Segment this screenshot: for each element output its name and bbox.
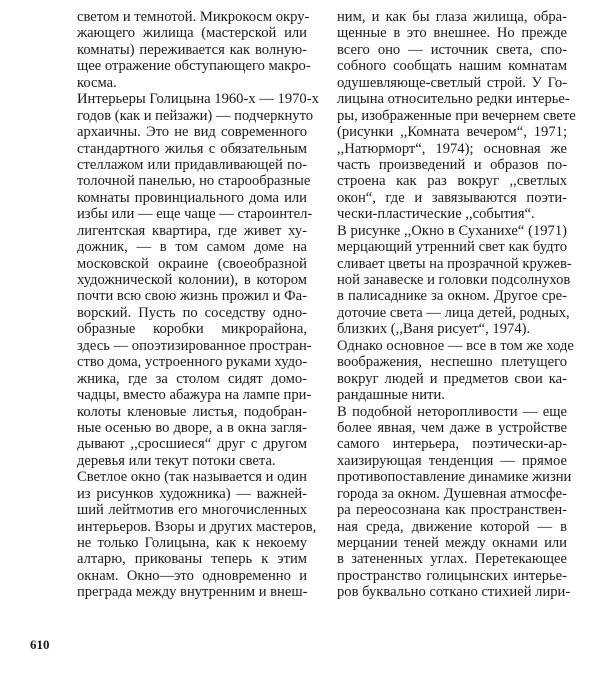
text-line: московской окраине (своеобразной <box>77 255 307 272</box>
text-line: пространство голицынских интерье- <box>337 567 567 584</box>
text-line: окон“, где и завязываются поэти- <box>337 189 567 206</box>
text-line: годов (как и пейзажи) — подчеркнуто <box>77 107 314 124</box>
text-line: В рисунке ,,Окно в Суханихе“ (1971) <box>337 222 567 239</box>
text-line: интерьеров. Взоры и других мастеров, <box>77 518 317 535</box>
text-line: дывают ,,сросшиеся“ друг с другом <box>77 436 307 453</box>
text-line: в затененных углах. Перетекающее <box>337 551 567 568</box>
text-line: В подобной неторопливости — еще <box>337 403 567 420</box>
text-line: ра переосознана как пространствен- <box>337 502 567 519</box>
text-line: хаизирующая тенденция — прямое <box>337 452 567 469</box>
text-line: ные осенью во дворе, а в окна загля- <box>77 419 307 436</box>
text-line: чески-пластические ,,события“. <box>337 206 535 223</box>
text-line: избы или — еще чаще — староинтел- <box>77 206 313 223</box>
text-line: толочной панелью, но старообразные <box>77 173 311 190</box>
text-line: комнаты провинциального дома или <box>77 189 307 206</box>
text-line: доточие света — лица детей, родных, <box>337 304 570 321</box>
text-line: ший лейтмотив его многочисленных <box>77 502 307 519</box>
text-line: Интерьеры Голицына 1960-х — 1970-х <box>77 91 319 108</box>
text-line: светом и темнотой. Микрокосм окру- <box>77 9 310 25</box>
text-line: самого интерьера, поэтически-ар- <box>337 436 567 453</box>
text-line: рандашные нити. <box>337 387 445 404</box>
text-line: (рисунки ,,Комната вечером“, 1971; <box>337 124 567 141</box>
text-line: сливает цветы на прозрачной кружев- <box>337 255 572 272</box>
text-line: щее отражение обступающего макро- <box>77 58 311 75</box>
text-line: близких (,,Ваня рисует“, 1974). <box>337 321 531 338</box>
text-line: преграда между внутренним и внеш- <box>77 584 308 601</box>
text-line: стеллажом или придавливающей по- <box>77 156 307 173</box>
text-line: всего оно — источник света, спо- <box>337 41 567 58</box>
text-line: часть произведений и образов по- <box>337 156 567 173</box>
text-line: не только Голицына, как к некоему <box>77 535 307 551</box>
page-number: 610 <box>30 637 50 652</box>
text-line: жника, где за столом сидят домо- <box>77 370 307 387</box>
text-line: почти всю свою жизнь прожил и Фа- <box>77 288 307 305</box>
text-line: ворский. Пусть по соседству одно- <box>77 304 307 321</box>
text-line: жающего жилища (мастерской или <box>77 25 307 42</box>
text-line: воображения, неспешно плетущего <box>337 354 567 371</box>
text-line: ной занавеске и головки подсолнухов <box>337 272 571 288</box>
text-line: комнаты) переживается как волную- <box>77 41 307 58</box>
text-line: ство дома, устроенного руками худо- <box>77 354 308 371</box>
text-line: алтарю, прикованы теперь к этим <box>77 551 307 568</box>
text-line: Светлое окно (так называется и один <box>77 469 307 486</box>
text-line: города за окном. Душевная атмосфе- <box>337 485 567 502</box>
text-line: собного сообщать нашим комнатам <box>337 58 567 75</box>
text-line: ров буквально соткано стихией лири- <box>337 584 571 601</box>
text-line: ры, изображенные при вечернем свете <box>337 107 576 124</box>
text-line: дожник, — в том самом доме на <box>77 239 307 256</box>
text-line: образные коробки микрорайона, <box>77 321 307 338</box>
text-line: ,,Натюрморт“, 1974); основная же <box>337 140 567 157</box>
text-line: окнам. Окно—это одновременно и <box>77 567 307 584</box>
right-text-column <box>337 9 576 601</box>
text-line: одушевляюще-светлый строй. У Го- <box>337 74 567 91</box>
text-line: стандартного жилья с обязательным <box>77 140 307 157</box>
left-text-column <box>77 9 319 601</box>
text-line: щенные в это внешнее. Но прежде <box>337 25 567 42</box>
text-line: ная среда, движение которой — в <box>337 518 567 535</box>
text-line: противопоставление динамике жизни <box>337 469 572 486</box>
text-line: лицына относительно редки интерье- <box>337 91 570 108</box>
text-line: деревья или текут потоки света. <box>77 452 276 469</box>
text-line: архаичны. Это не вид современного <box>77 124 307 141</box>
text-line: художнической колонии), в котором <box>77 272 307 288</box>
text-line: из рисунков художника) — важней- <box>77 485 307 502</box>
text-line: чадцы, вместо абажура на лампе при- <box>77 387 312 404</box>
text-line: ним, и как бы глаза жилища, обра- <box>337 9 567 25</box>
text-line: более явная, чем даже в устройстве <box>337 419 567 436</box>
text-line: строена как раз вокруг ,,светлых <box>337 173 567 190</box>
text-line: здесь — опоэтизированное простран- <box>77 337 312 354</box>
text-line: косма. <box>77 74 117 91</box>
text-line: в палисаднике за окном. Другое сре- <box>337 288 567 305</box>
text-line: колоты кленовые листья, подобран- <box>77 403 307 420</box>
text-line: мерцании теней между окнами или <box>337 535 567 551</box>
text-line: мерцающий утренний свет как будто <box>337 239 567 256</box>
text-line: Однако основное — все в том же ходе <box>337 337 574 354</box>
text-line: лигентская квартира, где живет ху- <box>77 222 307 239</box>
text-line: вокруг людей и предметов свои ка- <box>337 370 567 387</box>
